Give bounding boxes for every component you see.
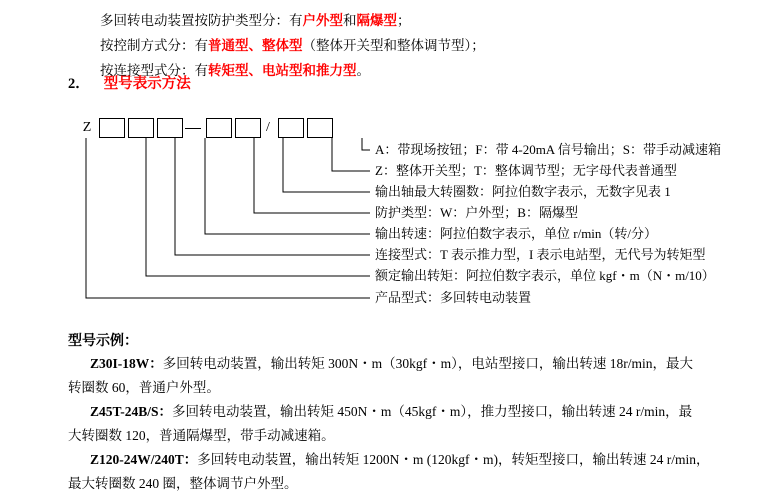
example-3-line-2: 最大转圈数 240 圈，整体调节户外型。 <box>68 476 298 491</box>
intro-line-2-pre: 按控制方式分：有 <box>100 38 208 53</box>
legend-item-1: A：带现场按钮；F：带 4-20mA 信号输出；S：带手动减速箱 <box>375 142 721 157</box>
legend-item-6: 连接型式：T 表示推力型，I 表示电站型，无代号为转矩型 <box>375 247 706 262</box>
intro-line-1-mid: 和 <box>343 13 357 28</box>
code-letter-z: Z <box>82 120 92 135</box>
section-title: 型号表示方法 <box>103 76 191 92</box>
intro-line-1-red-1: 户外型 <box>302 13 343 28</box>
example-3-line-1 <box>68 448 758 472</box>
intro-paragraphs <box>100 8 760 83</box>
example-2-line-2: 大转圈数 120，普通隔爆型，带手动减速箱。 <box>68 428 335 443</box>
intro-line-1 <box>100 8 760 33</box>
intro-line-2-end: （整体开关型和整体调节型）； <box>302 38 485 53</box>
example-1-text-1: 多回转电动装置，输出转矩 300N・m（30kgf・m），电站型接口，输出转速 18r/min，最大 <box>162 356 694 371</box>
intro-line-3-end: 。 <box>356 63 370 78</box>
code-slash: / <box>266 120 270 135</box>
section-heading <box>68 72 191 93</box>
examples-title: 型号示例： <box>68 334 138 349</box>
intro-line-2 <box>100 33 760 58</box>
legend-item-8: 产品型式：多回转电动装置 <box>375 290 532 305</box>
intro-line-3-red: 转矩型、电站型和推力型 <box>208 63 357 78</box>
example-3-code: Z120-24W/240T： <box>90 452 198 467</box>
example-1-line-2: 转圈数 60，普通户外型。 <box>68 380 220 395</box>
legend-item-2: Z：整体开关型；T：整体调节型；无字母代表普通型 <box>375 163 677 178</box>
example-3-text-1: 多回转电动装置，输出转矩 1200N・m (120kgf・m)，转矩型接口，输出转速 24 r/min， <box>197 452 710 467</box>
intro-line-3-pre: 按连接型式分：有 <box>100 63 208 78</box>
intro-line-1-red-2: 隔爆型 <box>356 13 397 28</box>
intro-line-2-red: 普通型、整体型 <box>208 38 303 53</box>
model-code-diagram <box>70 108 760 330</box>
legend-item-7: 额定输出转矩：阿拉伯数字表示，单位 kgf・m（N・m/10） <box>375 268 715 283</box>
intro-line-1-end: ； <box>397 13 411 28</box>
example-1-code: Z30I-18W： <box>90 356 163 371</box>
example-3 <box>68 448 758 496</box>
section-number: 2． <box>68 76 90 92</box>
example-2-line-1 <box>68 400 758 424</box>
intro-line-1-pre: 多回转电动装置按防护类型分：有 <box>100 13 303 28</box>
example-2-text-1: 多回转电动装置，输出转矩 450N・m（45kgf・m），推力型接口，输出转速 24 r/min，最 <box>172 404 693 419</box>
example-2 <box>68 400 758 448</box>
example-2-code: Z45T-24B/S： <box>90 404 173 419</box>
legend-item-4: 防护类型：W：户外型；B：隔爆型 <box>375 205 578 220</box>
intro-line-3 <box>100 58 760 83</box>
example-1-line-1 <box>68 352 758 376</box>
legend-item-5: 输出转速：阿拉伯数字表示，单位 r/min（转/分） <box>375 226 658 241</box>
legend-item-3: 输出轴最大转圈数：阿拉伯数字表示，无数字见表 1 <box>375 184 671 199</box>
example-1 <box>68 352 758 400</box>
